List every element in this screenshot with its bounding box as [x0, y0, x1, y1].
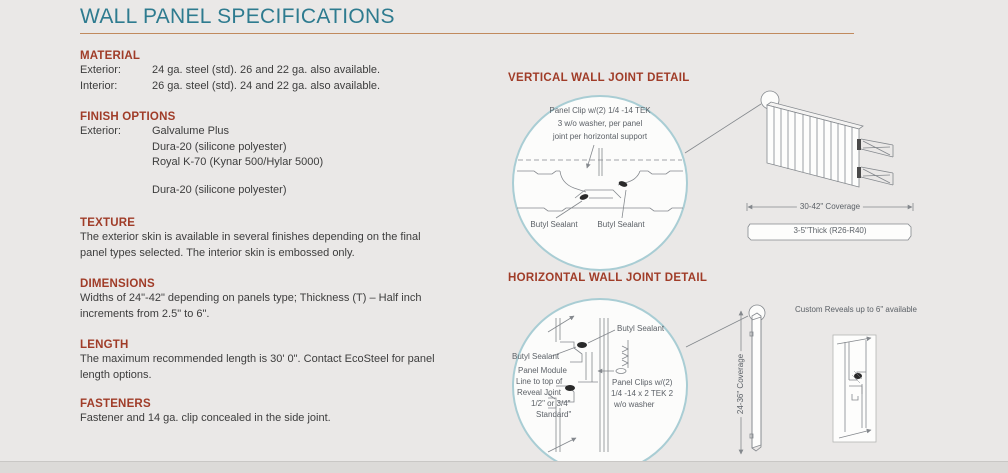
material-row-label: Interior:: [80, 79, 118, 92]
thickness-label: 3-5"Thick (R26-R40): [793, 226, 867, 235]
custom-reveals-label: Custom Reveals up to 6" available: [794, 305, 918, 314]
vertical-callout-leader: [685, 104, 761, 153]
panel-module-label-line1: Panel Module: [518, 366, 567, 375]
horizontal-detail-heading: HORIZONTAL WALL JOINT DETAIL: [508, 272, 708, 284]
length-heading: LENGTH: [80, 339, 129, 351]
support-beam: [861, 167, 893, 185]
butyl-sealant-label: Butyl Sealant: [530, 220, 578, 229]
texture-heading: TEXTURE: [80, 217, 136, 229]
fasteners-body: Fastener and 14 ga. clip concealed in the side joint.: [80, 412, 331, 424]
panel-clips-label-line1: Panel Clips w/(2): [612, 378, 673, 387]
butyl-sealant-blob: [565, 385, 575, 391]
panel-module-label-line3: Reveal Joint: [517, 388, 562, 397]
material-row-label: Exterior:: [80, 64, 121, 76]
butyl-sealant-blob: [577, 342, 587, 348]
support-beam: [861, 139, 893, 157]
finish-row-value: Galvalume Plus: [152, 125, 230, 137]
butyl-sealant-label: Butyl Sealant: [617, 324, 665, 333]
fasteners-heading: FASTENERS: [80, 398, 151, 410]
material-heading: MATERIAL: [80, 50, 141, 62]
dimensions-heading: DIMENSIONS: [80, 278, 155, 290]
reveal-size-label-line1: 1/2" or 3/4": [531, 399, 571, 408]
panel-clip-callout-line2: 3 w/o washer, per panel: [557, 119, 643, 128]
finish-row-label: Exterior:: [80, 125, 121, 137]
vertical-coverage-label: 24-36" Coverage: [736, 351, 746, 417]
horizontal-callout-leader: [686, 316, 748, 347]
material-row-value: 26 ga. steel (std). 24 and 22 ga. also available.: [152, 79, 381, 92]
panel-module-label-line2: Line to top of: [516, 377, 563, 386]
panel-clip-callout-line3: joint per horizontal support: [552, 132, 648, 141]
reveal-size-label-line2: Standard": [536, 410, 572, 419]
material-row-value: 24 ga. steel (std). 26 and 22 ga. also available.: [152, 64, 381, 76]
finish-options-heading: FINISH OPTIONS: [80, 111, 176, 123]
coverage-dimension-label: 30-42" Coverage: [797, 202, 863, 212]
footer-strip: [0, 461, 1008, 473]
butyl-sealant-label: Butyl Sealant: [597, 220, 645, 229]
dimensions-body: Widths of 24"-42" depending on panels type; Thickness (T) – Half inch increments from 2.5" to 6".: [80, 292, 422, 320]
finish-row-value: Dura-20 (silicone polyester): [152, 140, 287, 153]
vertical-detail-heading: VERTICAL WALL JOINT DETAIL: [508, 72, 690, 84]
panel-3d-diagram: [761, 91, 893, 187]
finish-row-value: Dura-20 (silicone polyester): [152, 183, 287, 196]
reveal-profile-diagram: [833, 335, 876, 442]
panel-clips-label-line2: 1/4 -14 x 2 TEK 2: [611, 389, 674, 398]
texture-body: The exterior skin is available in several finishes depending on the final panel types selected. The interior skin is embossed only.: [80, 231, 421, 259]
panel-clip-callout-line1: Panel Clip w/(2) 1/4 -14 TEK: [549, 106, 651, 115]
finish-row-value: Royal K-70 (Kynar 500/Hylar 5000): [152, 156, 324, 168]
length-body: The maximum recommended length is 30' 0". Contact EcoSteel for panel length options.: [80, 353, 435, 381]
page-title: WALL PANEL SPECIFICATIONS: [80, 5, 395, 28]
butyl-sealant-label: Butyl Sealant: [512, 352, 560, 361]
panel-clips-label-line3: w/o washer: [614, 400, 655, 409]
